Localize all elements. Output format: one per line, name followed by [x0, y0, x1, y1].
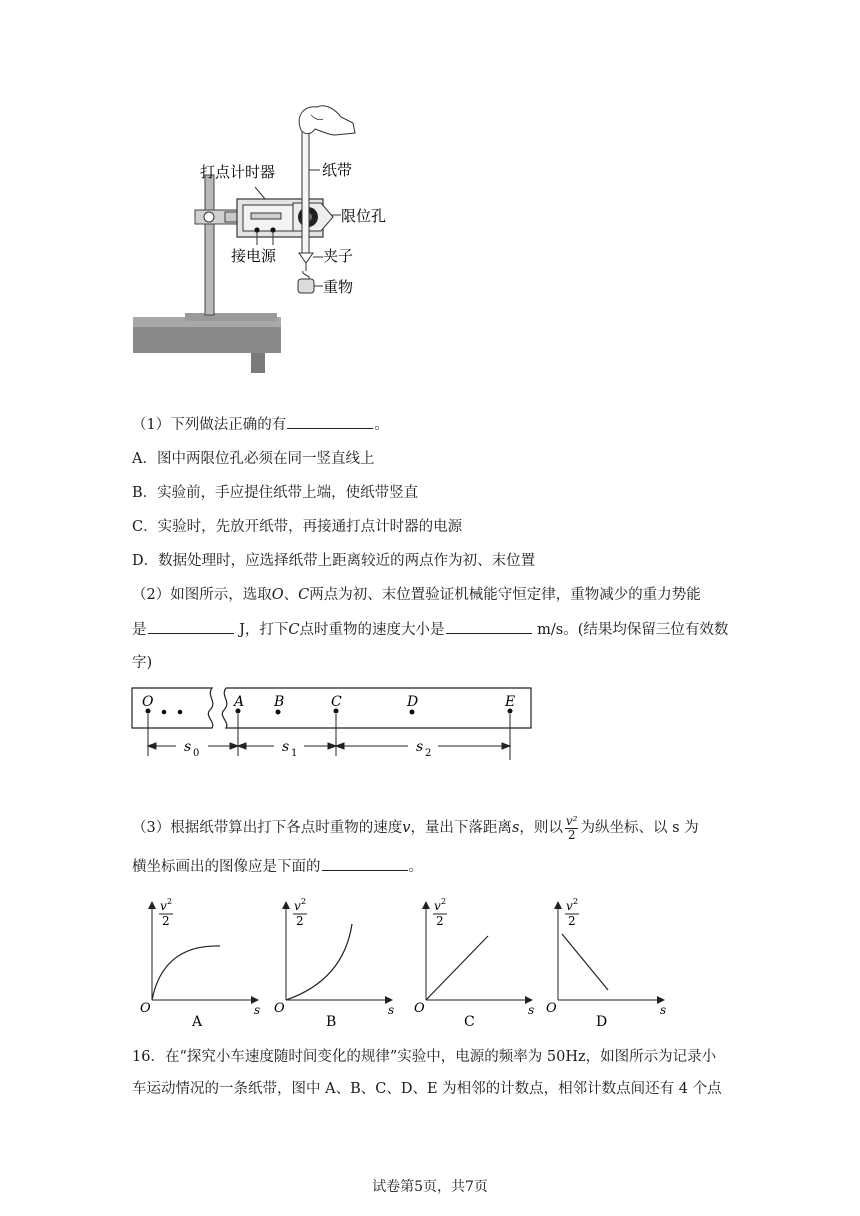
power-terminal [254, 227, 259, 232]
weight [298, 279, 314, 293]
label-s2: s [416, 739, 424, 755]
line-c [426, 936, 488, 1000]
apparatus-figure [125, 95, 400, 385]
tape-label-d: D [407, 694, 419, 710]
q1-option-d: D．数据处理时，应选择纸带上距离较近的两点作为初、末位置 [132, 553, 536, 569]
q2-line1: （2）如图所示，选取O、C两点为初、末位置验证机械能守恒定律，重物减少的重力势能 [132, 587, 701, 603]
graph-d [546, 897, 666, 1030]
svg-text:2: 2 [296, 914, 304, 928]
svg-text:1: 1 [291, 748, 298, 759]
label-power: 接电源 [231, 247, 277, 265]
q1-answer-blank[interactable] [287, 414, 373, 429]
svg-text:O: O [274, 1001, 285, 1016]
q2-line2: 是 J，打下C点时重物的速度大小是 m/s。(结果均保留三位有效数 [132, 619, 728, 640]
svg-text:2: 2 [441, 897, 447, 906]
svg-text:s: s [254, 1003, 261, 1017]
curve-b [286, 924, 352, 1000]
fraction-v2-over-2: $\frac{\text{v²}}{2}$ [565, 813, 578, 842]
label-limit-hole: 限位孔 [341, 207, 387, 225]
svg-text:v: v [294, 899, 301, 913]
q1-option-b: B．实验前，手应提住纸带上端，使纸带竖直 [132, 485, 419, 501]
stand-rod [205, 175, 214, 315]
tape-dot-d [410, 710, 415, 715]
graph-b [274, 897, 394, 1030]
stand-base [185, 313, 277, 321]
svg-text:2: 2 [436, 914, 444, 928]
paper-tape [302, 125, 309, 253]
line-d [562, 934, 608, 990]
svg-text:O: O [140, 1001, 151, 1016]
label-clip: 夹子 [323, 247, 354, 265]
label-weight: 重物 [323, 278, 354, 296]
graph-a [140, 897, 260, 1030]
svg-text:2: 2 [162, 914, 170, 928]
graph-options-figure [130, 890, 690, 1040]
graph-b-label: B [326, 1014, 337, 1030]
tape-label-a: A [234, 694, 245, 710]
svg-text:2: 2 [301, 897, 307, 906]
tape-right-segment [222, 688, 531, 728]
curve-a [152, 946, 220, 1000]
q2-line3: 字) [132, 655, 153, 671]
tape-dot-b [276, 710, 281, 715]
graph-c [414, 897, 534, 1030]
q2-energy-blank[interactable] [148, 619, 234, 634]
q1-option-c: C．实验时，先放开纸带，再接通打点计时器的电源 [132, 519, 463, 535]
svg-text:v: v [434, 899, 441, 913]
table-leg [251, 353, 265, 373]
tape-label-b: B [274, 694, 285, 710]
svg-text:s: s [388, 1003, 395, 1017]
q16-line2: 车运动情况的一条纸带，图中 A、B、C、D、E 为相邻的计数点，相邻计数点间还有 4 个点 [132, 1081, 722, 1097]
q16-line1: 16．在“探究小车速度随时间变化的规律”实验中，电源的频率为 50Hz，如图所示为记录小 [132, 1049, 717, 1065]
svg-text:0: 0 [193, 748, 200, 759]
graph-d-label: D [596, 1014, 608, 1030]
tape-label-c: C [331, 694, 342, 710]
svg-text:O: O [414, 1001, 425, 1016]
q1-stem: （1）下列做法正确的有 。 [132, 414, 389, 435]
table-top [133, 325, 281, 353]
q1-option-a: A．图中两限位孔必须在同一竖直线上 [132, 451, 375, 467]
graph-a-label: A [192, 1014, 203, 1030]
page-footer: 试卷第5页，共7页 [372, 1179, 488, 1195]
label-timer: 打点计时器 [200, 163, 276, 181]
svg-text:2: 2 [568, 914, 576, 928]
q2-velocity-blank[interactable] [446, 619, 532, 634]
svg-text:2: 2 [425, 748, 432, 759]
svg-text:s: s [528, 1003, 535, 1017]
clip [299, 253, 313, 263]
label-s0: s [184, 739, 192, 755]
q3-line2: 横坐标画出的图像应是下面的 。 [132, 856, 423, 877]
svg-text:2: 2 [573, 897, 579, 906]
svg-text:v: v [160, 899, 167, 913]
label-s1: s [282, 739, 290, 755]
svg-text:v: v [566, 899, 573, 913]
label-tape: 纸带 [322, 161, 353, 179]
tape-label-e: E [505, 694, 516, 710]
svg-text:2: 2 [167, 897, 173, 906]
q3-line1: （3）根据纸带算出打下各点时重物的速度v，量出下落距离s，则以 $\frac{\text{v²}}{2}$ 为纵坐标、以 s 为 [132, 813, 699, 842]
hand [299, 106, 355, 135]
svg-text:s: s [660, 1003, 667, 1017]
tape-label-o: O [142, 694, 154, 710]
q3-answer-blank[interactable] [322, 856, 408, 871]
svg-text:O: O [546, 1001, 557, 1016]
graph-c-label: C [464, 1014, 475, 1030]
paper-tape-figure [128, 686, 538, 766]
